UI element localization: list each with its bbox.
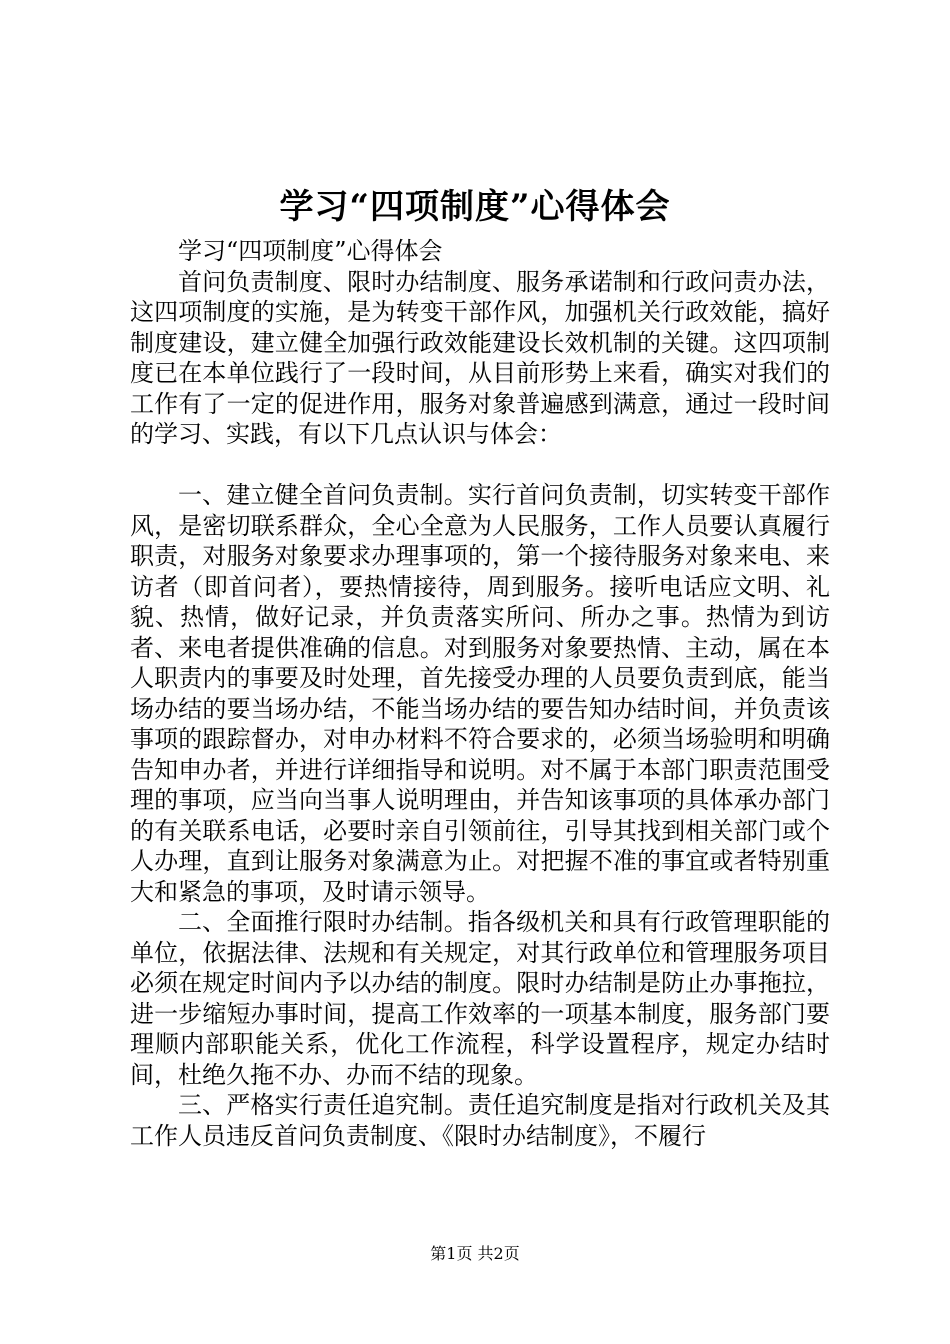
paragraph-accountability: 三、严格实行责任追究制。责任追究制度是指对行政机关及其工作人员违反首问负责制度、《限时办结制度》，不履行 <box>130 1091 830 1150</box>
document-title: 学习“四项制度”心得体会 <box>279 187 671 227</box>
document-subtitle: 学习“四项制度”心得体会 <box>178 237 443 265</box>
paragraph-intro: 首问负责制度、限时办结制度、服务承诺制和行政问责办法，这四项制度的实施，是为转变干部作风，加强机关行政效能，搞好制度建设，建立健全加强行政效能建设长效机制的关键。这四项制度已在本单位践行了一段时间，从目前形势上来看，确实对我们的工作有了一定的促进作用，服务对象普遍感到满意，通过一段时间的学习、实践，有以下几点认识与体会： <box>130 267 830 448</box>
paragraph-time-limit: 二、全面推行限时办结制。指各级机关和具有行政管理职能的单位，依据法律、法规和有关规定，对其行政单位和管理服务项目必须在规定时间内予以办结的制度。限时办结制是防止办事拖拉，进一步缩短办事时间，提高工作效率的一项基本制度，服务部门要理顺内部职能关系，优化工作流程，科学设置程序，规定办结时间，杜绝久拖不办、办而不结的现象。 <box>130 908 830 1089</box>
paragraph-spacer <box>130 450 830 481</box>
document-body <box>130 236 830 1151</box>
paragraph-first-responsibility: 一、建立健全首问负责制。实行首问负责制，切实转变干部作风，是密切联系群众，全心全意为人民服务，工作人员要认真履行职责，对服务对象要求办理事项的，第一个接待服务对象来电、来访者（即首问者），要热情接待，周到服务。接听电话应文明、礼貌、热情，做好记录，并负责落实所问、所办之事。热情为到访者、来电者提供准确的信息。对到服务对象要热情、主动，属在本人职责内的事要及时处理，首先接受办理的人员要负责到底，能当场办结的要当场办结，不能当场办结的要告知办结时间，并负责该事项的跟踪督办，对申办材料不符合要求的，必须当场验明和明确告知申办者，并进行详细指导和说明。对不属于本部门职责范围受理的事项，应当向当事人说明理由，并告知该事项的具体承办部门的有关联系电话，必要时亲自引领前往，引导其找到相关部门或个人办理，直到让服务对象满意为止。对把握不准的事宜或者特别重大和紧急的事项，及时请示领导。 <box>130 481 830 906</box>
page-number: 第1页 共2页 <box>430 1244 520 1263</box>
